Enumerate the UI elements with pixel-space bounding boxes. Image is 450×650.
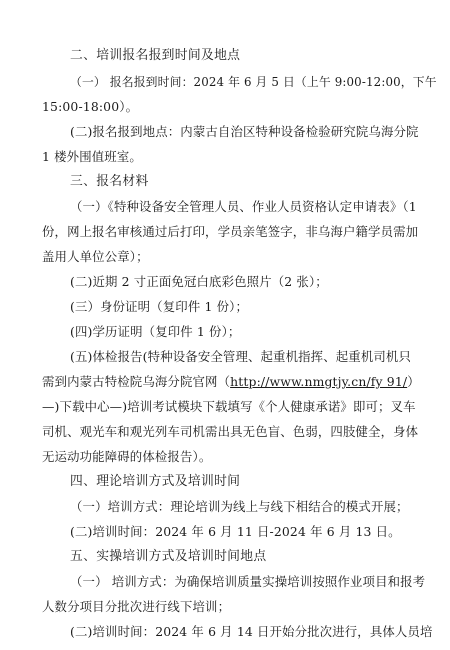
paragraph-line: (二)培训时间：2024 年 6 月 11 日-2024 年 6 月 13 日。 [70,524,401,539]
paragraph-line: (五)体检报告(特种设备安全管理、起重机指挥、起重机司机只 [70,349,412,364]
paragraph-line: （一） 报名报到时间：2024 年 6 月 5 日（上午 9:00-12:00，下午 [70,75,437,89]
website-link[interactable]: http://www.nmgtjy.cn/fy 91/ [230,374,408,389]
paragraph-line: (二)培训时间：2024 年 6 月 14 日开始分批次进行，具体人员培 [70,624,433,639]
section-heading-5: 五、实操培训方式及培训时间地点 [70,549,267,564]
paragraph-line: （一）培训方式：理论培训为线上与线下相结合的模式开展； [70,499,409,514]
paragraph-line: 人数分项目分批次进行线下培训； [42,599,231,614]
paragraph-line: 15:00-18:00）。 [42,99,139,114]
paragraph-line: 1 楼外围值班室。 [42,149,142,164]
paragraph-line: (四)学历证明（复印件 1 份）； [70,324,241,339]
paragraph-line [42,374,420,390]
paragraph-line: （一） 培训方式：为确保培训质量实操培训按照作业项目和报考 [70,574,426,589]
paragraph-text: ） [407,374,420,389]
paragraph-line: 司机、观光车和观光列车司机需出具无色盲、色弱，四肢健全，身体 [42,424,419,439]
paragraph-line: 盖用人单位公章）； [42,249,149,264]
paragraph-line: 无运动功能障碍的体检报告）。 [42,449,212,464]
paragraph-line: (二)报名报到地点：内蒙古自治区特种设备检验研究院乌海分院 [70,124,419,139]
paragraph-line: 份，网上报名审核通过后打印，学员亲笔签字，非乌海户籍学员需加 [42,224,419,239]
paragraph-text: 需到内蒙古特检院乌海分院官网（ [42,374,231,389]
paragraph-line: (三）身份证明（复印件 1 份）； [70,299,249,314]
section-heading-4: 四、理论培训方式及培训时间 [70,474,241,489]
section-heading-2: 二、培训报名报到时间及地点 [70,48,241,63]
paragraph-line: (二)近期 2 寸正面免冠白底彩色照片（2 张）； [70,274,328,289]
paragraph-line: —)下载中心—)培训考试模块下载填写《个人健康承诺》即可；叉车 [42,399,416,414]
section-heading-3: 三、报名材料 [70,174,149,189]
paragraph-line: （一）《特种设备安全管理人员、作业人员资格认定申请表》（1 [70,199,417,214]
